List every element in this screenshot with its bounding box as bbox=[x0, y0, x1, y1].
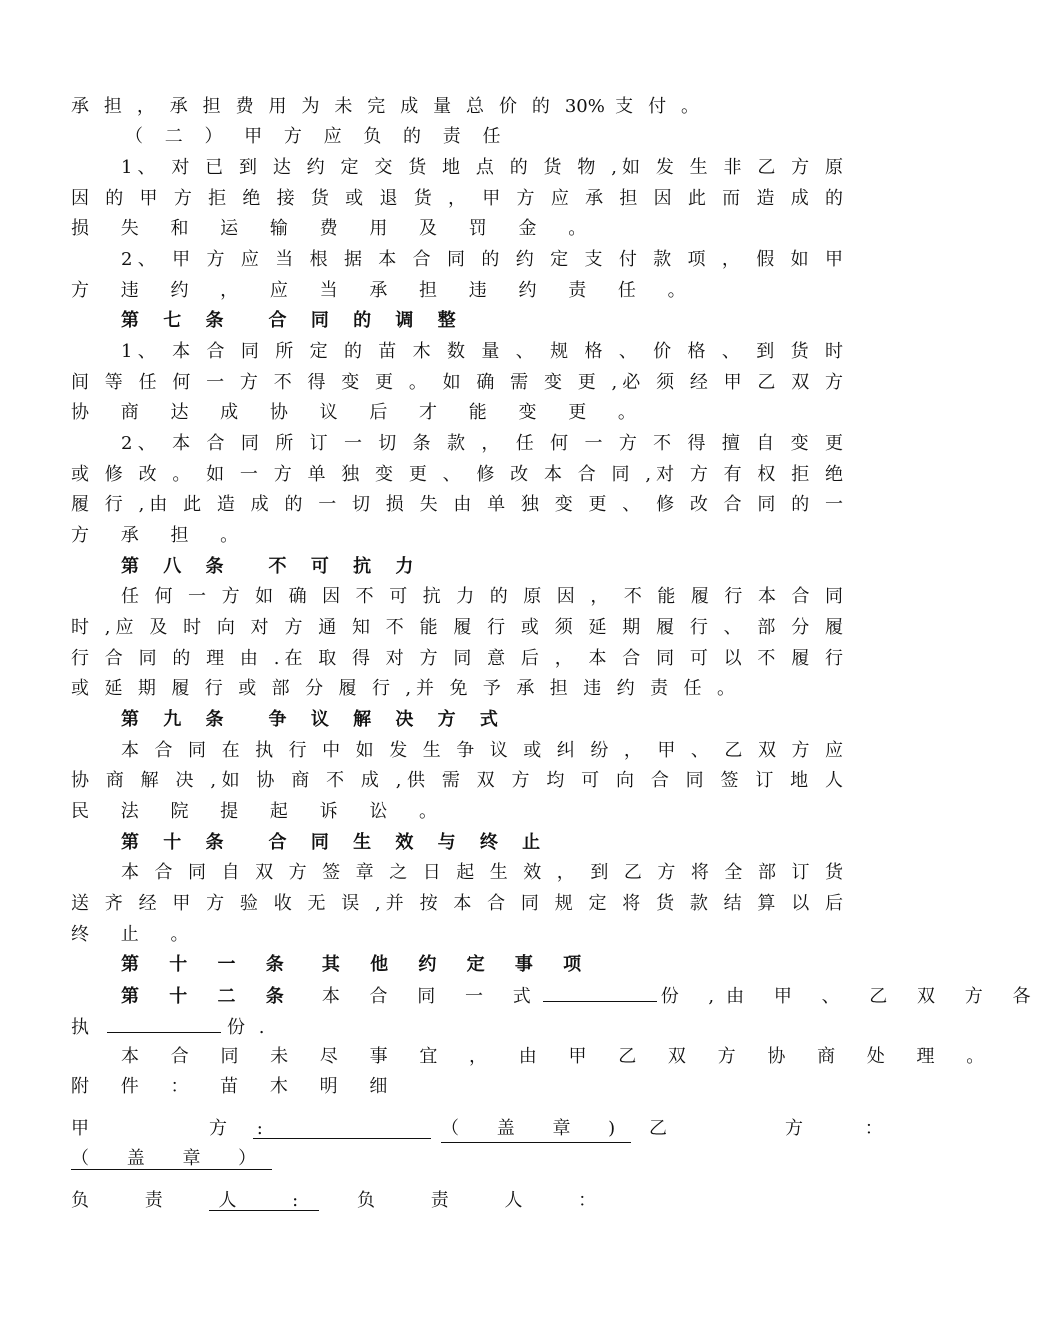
article-title: 其 他 约 定 事 项 bbox=[321, 954, 594, 975]
article-title: 争 议 解 决 方 式 bbox=[268, 709, 507, 730]
text-line: 协 商 解 决 ,如 协 商 不 成 ,供 需 双 方 均 可 向 合 同 签 订 地 人 bbox=[71, 770, 843, 791]
article-heading-9 bbox=[121, 707, 843, 733]
article-number: 第 七 条 bbox=[121, 310, 233, 331]
party-a-responsible-label: 负 责 人 : bbox=[71, 1190, 324, 1211]
party-b-seal: （ 盖 章 ） bbox=[71, 1148, 273, 1169]
text-line: 终 止 。 bbox=[71, 924, 202, 945]
party-b-label: 方 ： bbox=[785, 1118, 911, 1139]
text-line: 1、 对 已 到 达 约 定 交 货 地 点 的 货 物 ,如 发 生 非 乙 方 原 bbox=[121, 157, 843, 178]
article-heading-10 bbox=[121, 830, 843, 856]
article-number: 第 十 二 条 bbox=[121, 986, 296, 1007]
party-a-responsible-blank[interactable] bbox=[209, 1192, 319, 1211]
text-line: 2、 本 合 同 所 订 一 切 条 款 ， 任 何 一 方 不 得 擅 自 变 更 bbox=[121, 433, 843, 454]
article-title: 合 同 的 调 整 bbox=[268, 310, 465, 331]
article-number: 第 十 条 bbox=[121, 832, 233, 853]
text-fragment: 份 . bbox=[227, 1017, 269, 1038]
party-b-label: 乙 bbox=[649, 1118, 667, 1139]
party-a-label: 甲 bbox=[71, 1118, 89, 1139]
text-line: 时 ,应 及 时 向 对 方 通 知 不 能 履 行 或 须 延 期 履 行 、 部 分 履 bbox=[71, 617, 843, 638]
text-line: 或 修 改 。 如 一 方 单 独 变 更 、 修 改 本 合 同 ,对 方 有 权 拒 绝 bbox=[71, 464, 843, 485]
signature-row bbox=[71, 1146, 843, 1172]
attachment-line: 附 件 ： 苗 木 明 细 bbox=[71, 1076, 401, 1097]
party-a-signature-blank[interactable] bbox=[253, 1120, 431, 1139]
text-line: 间 等 任 何 一 方 不 得 变 更 。 如 确 需 变 更 ,必 须 经 甲 乙 双 方 bbox=[71, 372, 843, 393]
article-number: 第 九 条 bbox=[121, 709, 233, 730]
text-line: 方 违 约 ， 应 当 承 担 违 约 责 任 。 bbox=[71, 280, 699, 301]
section-subheading: （ 二 ） 甲 方 应 负 的 责 任 bbox=[125, 126, 509, 147]
article-number: 第 八 条 bbox=[121, 556, 233, 577]
article-heading-11 bbox=[121, 952, 843, 978]
text-line: 或 延 期 履 行 或 部 分 履 行 ,并 免 予 承 担 违 约 责 任 。 bbox=[71, 678, 735, 699]
article-text: 份 ,由 甲 、 乙 双 方 各 bbox=[660, 986, 1042, 1007]
text-line: 本 合 同 自 双 方 签 章 之 日 起 生 效 ， 到 乙 方 将 全 部 订 货 bbox=[121, 862, 843, 883]
text-line: 任 何 一 方 如 确 因 不 可 抗 力 的 原 因 ， 不 能 履 行 本 合 同 bbox=[121, 586, 843, 607]
party-a-seal: （ 盖 章 ) bbox=[441, 1116, 631, 1143]
text-line: 送 齐 经 甲 方 验 收 无 误 ,并 按 本 合 同 规 定 将 货 款 结 算 以 后 bbox=[71, 893, 843, 914]
text-line: 民 法 院 提 起 诉 讼 。 bbox=[71, 801, 451, 822]
text-line: 行 合 同 的 理 由 .在 取 得 对 方 同 意 后 ， 本 合 同 可 以 不 履 行 bbox=[71, 648, 843, 669]
text-fragment: 执 bbox=[71, 1017, 93, 1038]
party-b-responsible-label: 负 责 人 ： bbox=[357, 1190, 622, 1211]
party-a-label: 方 : bbox=[209, 1118, 275, 1139]
article-heading-7 bbox=[121, 308, 843, 334]
copies-blank[interactable] bbox=[543, 983, 657, 1002]
article-heading-8 bbox=[121, 554, 843, 580]
article-title: 不 可 抗 力 bbox=[268, 556, 423, 577]
article-text: 本 合 同 一 式 bbox=[321, 986, 543, 1007]
article-heading-12 bbox=[121, 983, 1042, 1010]
text-line: 1、 本 合 同 所 定 的 苗 木 数 量 、 规 格 、 价 格 、 到 货 时 bbox=[121, 341, 843, 362]
text-line: 协 商 达 成 协 议 后 才 能 变 更 。 bbox=[71, 402, 649, 423]
text-line bbox=[71, 1014, 843, 1041]
article-title: 合 同 生 效 与 终 止 bbox=[268, 832, 550, 853]
text-line: 2、 甲 方 应 当 根 据 本 合 同 的 约 定 支 付 款 项 ， 假 如 甲 bbox=[121, 249, 843, 270]
article-number: 第 十 一 条 bbox=[121, 954, 296, 975]
text-line: 方 承 担 。 bbox=[71, 525, 252, 546]
text-line: 承 担 ， 承 担 费 用 为 未 完 成 量 总 价 的 30% 支 付 。 bbox=[71, 96, 699, 117]
text-line: 本 合 同 在 执 行 中 如 发 生 争 议 或 纠 纷 ， 甲 、 乙 双 方 应 bbox=[121, 740, 843, 761]
text-line: 损 失 和 运 输 费 用 及 罚 金 。 bbox=[71, 218, 600, 239]
text-line: 本 合 同 未 尽 事 宜 ， 由 甲 乙 双 方 协 商 处 理 。 bbox=[121, 1046, 998, 1067]
copies-each-blank[interactable] bbox=[107, 1014, 221, 1033]
text-line: 因 的 甲 方 拒 绝 接 货 或 退 货 ， 甲 方 应 承 担 因 此 而 造 成 的 bbox=[71, 188, 843, 209]
text-line: 履 行 ,由 此 造 成 的 一 切 损 失 由 单 独 变 更 、 修 改 合 同 的 一 bbox=[71, 494, 843, 515]
